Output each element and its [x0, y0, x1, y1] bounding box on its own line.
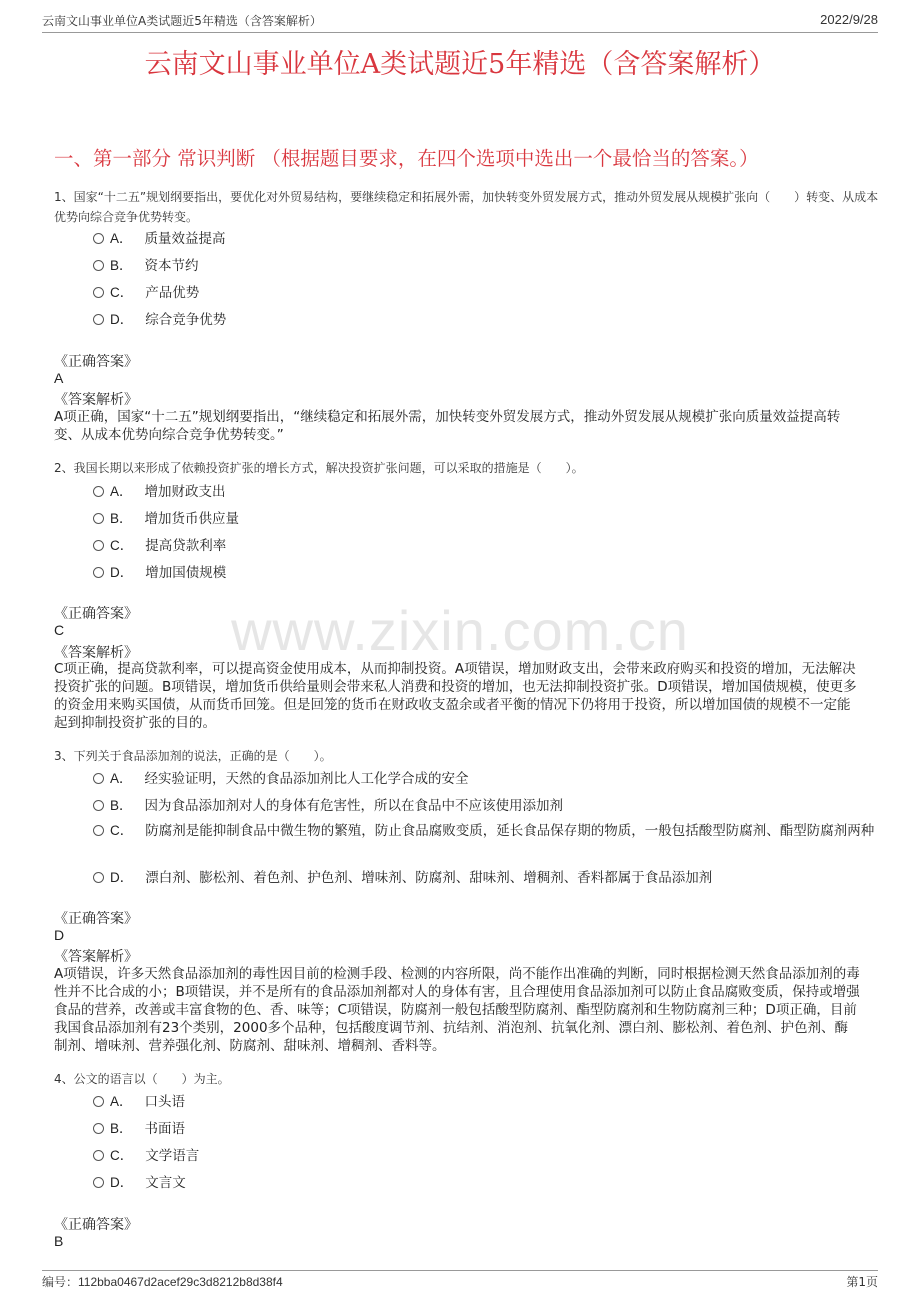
- question-4-option-a[interactable]: A． 口头语: [93, 1088, 883, 1116]
- question-3-answer: D: [54, 927, 65, 943]
- radio-icon[interactable]: [93, 287, 104, 298]
- question-4-option-c[interactable]: C． 文学语言: [93, 1142, 883, 1170]
- question-3-answer-label: 《正确答案》: [54, 911, 138, 927]
- document-title: 云南文山事业单位A类试题近5年精选（含答案解析）: [144, 49, 776, 80]
- question-2-analysis: C项正确，提高贷款利率，可以提高资金使用成本，从而抑制投资。A项错误，增加财政支出，会带来政府购买和投资的增加，无法解决投资扩张的问题。B项错误，增加货币供给量则会带来私人消费和投资的增加，也无法抑制投资扩张。D项错误，增加国债规模，使更多的资金用来购买国债，从而货币回笼。但是回笼的货币在财政收支盈余或者平衡的情况下仍将用于投资，所以增加国债的规模不一定能起到抑制投资扩张的目的。: [54, 661, 857, 731]
- question-3-analysis: A项错误，许多天然食品添加剂的毒性因目前的检测手段、检测的内容所限，尚不能作出准确的判断，同时根据检测天然食品添加剂的毒性并不比合成的小；B项错误，并不是所有的食品添加剂都对人的身体有害，且合理使用食品添加剂可以防止食品腐败变质，保持或增强食品的营养，改善或丰富食物的色、香、味等；C项错误，防腐剂一般包括酸型防腐剂、酯型防腐剂和生物防腐剂三种；D项正确，目前我国食品添加剂有23个类别，2000多个品种，包括酸度调节剂、抗结剂、消泡剂、抗氧化剂、漂白剂、膨松剂、着色剂、护色剂、酶制剂、增味剂、营养强化剂、防腐剂、甜味剂、增稠剂、香料等。: [54, 966, 860, 1054]
- radio-icon[interactable]: [93, 773, 104, 784]
- header-date: 2022/9/28: [820, 12, 878, 27]
- radio-icon[interactable]: [93, 1150, 104, 1161]
- radio-icon[interactable]: [93, 1123, 104, 1134]
- question-3-option-b[interactable]: B． 因为食品添加剂对人的身体有危害性，所以在食品中不应该使用添加剂: [93, 792, 883, 820]
- question-4-answer-label: 《正确答案》: [54, 1217, 138, 1233]
- question-2-option-d[interactable]: D． 增加国债规模: [93, 559, 883, 587]
- radio-icon[interactable]: [93, 567, 104, 578]
- question-3-stem: 3、下列关于食品添加剂的说法，正确的是（ ）。: [54, 749, 332, 763]
- page-footer: [42, 1270, 878, 1291]
- question-2-analysis-label: 《答案解析》: [54, 645, 138, 661]
- section-title: 一、第一部分 常识判断 （根据题目要求，在四个选项中选出一个最恰当的答案。）: [54, 147, 759, 170]
- footer-doc-id: 编号：112bba0467d2acef29c3d8212b8d38f4: [42, 1275, 283, 1289]
- question-2-option-a[interactable]: A． 增加财政支出: [93, 478, 883, 506]
- question-1-analysis-label: 《答案解析》: [54, 392, 138, 408]
- radio-icon[interactable]: [93, 260, 104, 271]
- footer-page-number: 第1页: [846, 1275, 878, 1289]
- radio-icon[interactable]: [93, 1096, 104, 1107]
- question-4-option-b[interactable]: B． 书面语: [93, 1115, 883, 1143]
- question-2-stem: 2、我国长期以来形成了依赖投资扩张的增长方式，解决投资扩张问题，可以采取的措施是（ ）。: [54, 461, 584, 475]
- question-4-answer: B: [54, 1233, 64, 1249]
- radio-icon[interactable]: [93, 1177, 104, 1188]
- radio-icon[interactable]: [93, 540, 104, 551]
- question-1-answer: A: [54, 370, 64, 386]
- question-2-answer: C: [54, 622, 65, 638]
- question-4-option-d[interactable]: D． 文言文: [93, 1169, 883, 1197]
- question-4-stem: 4、公文的语言以（ ）为主。: [54, 1072, 230, 1086]
- question-3-option-c[interactable]: C． 防腐剂是能抑制食品中微生物的繁殖，防止食品腐败变质，延长食品保存期的物质，一般包括酸型防腐剂、酯型防腐剂两种: [93, 819, 883, 843]
- radio-icon[interactable]: [93, 513, 104, 524]
- question-3-option-a[interactable]: A． 经实验证明，天然的食品添加剂比人工化学合成的安全: [93, 765, 883, 793]
- question-2-option-b[interactable]: B． 增加货币供应量: [93, 505, 883, 533]
- radio-icon[interactable]: [93, 486, 104, 497]
- question-1-answer-label: 《正确答案》: [54, 354, 138, 370]
- watermark: www.zixin.com.cn: [231, 599, 689, 662]
- question-1-option-d[interactable]: D． 综合竞争优势: [93, 306, 883, 334]
- radio-icon[interactable]: [93, 800, 104, 811]
- radio-icon[interactable]: [93, 872, 104, 883]
- radio-icon[interactable]: [93, 233, 104, 244]
- question-1-option-b[interactable]: B． 资本节约: [93, 252, 883, 280]
- question-1-analysis: A项正确，国家“十二五”规划纲要指出，“继续稳定和拓展外需，加快转变外贸发展方式，推动外贸发展从规模扩张向质量效益提高转变、从成本优势向综合竞争优势转变。”: [54, 409, 841, 443]
- radio-icon[interactable]: [93, 825, 104, 836]
- question-2-answer-label: 《正确答案》: [54, 606, 138, 622]
- question-3-analysis-label: 《答案解析》: [54, 949, 138, 965]
- question-1-stem: 1、国家“十二五”规划纲要指出，要优化对外贸易结构，要继续稳定和拓展外需，加快转变外贸发展方式，推动外贸发展从规模扩张向（ ）转变、从成本优势向综合竞争优势转变。: [54, 190, 879, 224]
- question-1-option-c[interactable]: C． 产品优势: [93, 279, 883, 307]
- radio-icon[interactable]: [93, 314, 104, 325]
- question-1-option-a[interactable]: A． 质量效益提高: [93, 225, 883, 253]
- question-3-option-d[interactable]: D． 漂白剂、膨松剂、着色剂、护色剂、增味剂、防腐剂、甜味剂、增稠剂、香料都属于食品添加剂: [93, 864, 883, 892]
- page-header: [42, 12, 878, 33]
- header-doc-title: 云南文山事业单位A类试题近5年精选（含答案解析）: [42, 14, 322, 28]
- question-2-option-c[interactable]: C． 提高贷款利率: [93, 532, 883, 560]
